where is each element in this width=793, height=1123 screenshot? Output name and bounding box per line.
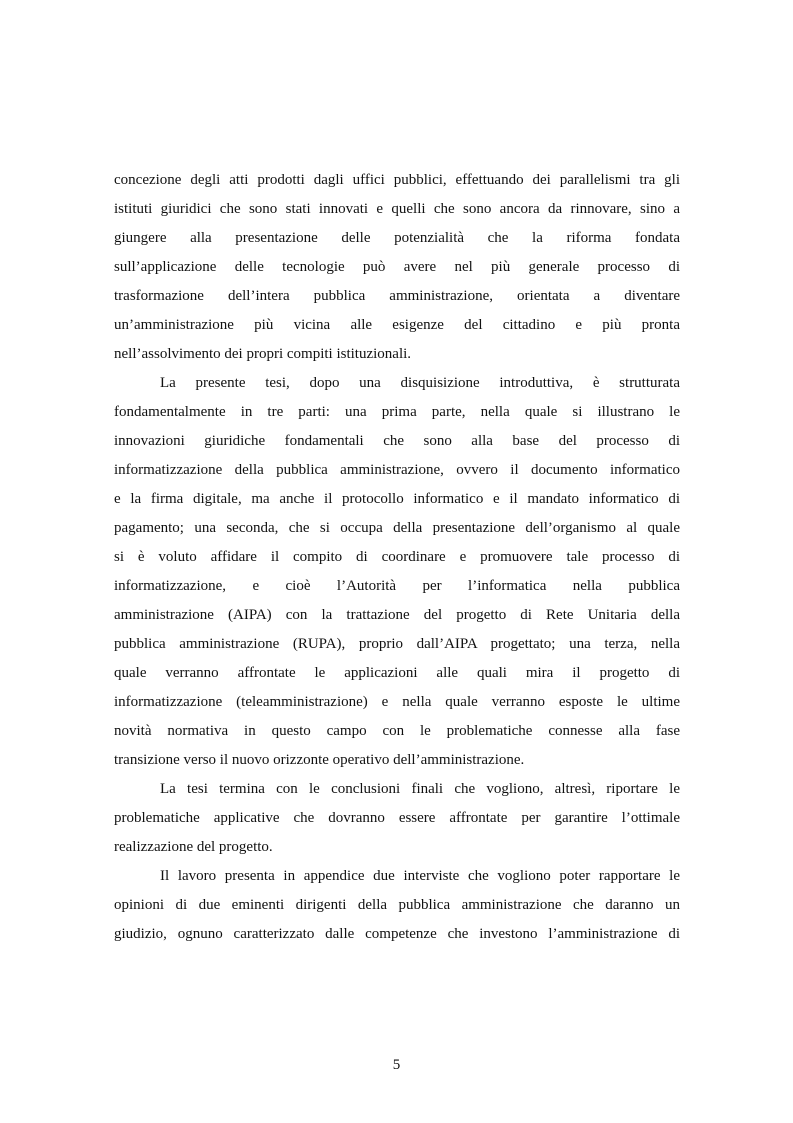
text-line: pagamento; una seconda, che si occupa della presentazione dell’organismo al quale [114, 520, 680, 536]
text-line: istituti giuridici che sono stati innovati e quelli che sono ancora da rinnovare, sino a [114, 201, 680, 217]
text-line: nell’assolvimento dei propri compiti istituzionali. [114, 346, 412, 362]
paragraph [114, 775, 680, 862]
text-line: si è voluto affidare il compito di coordinare e promuovere tale processo di [114, 549, 680, 565]
text-line: realizzazione del progetto. [114, 839, 273, 855]
text-line: novità normativa in questo campo con le problematiche connesse alla fase [114, 723, 680, 739]
text-line: concezione degli atti prodotti dagli uffici pubblici, effettuando dei parallelismi tra gli [114, 172, 680, 188]
paragraph [114, 369, 680, 775]
text-line: sull’applicazione delle tecnologie può avere nel più generale processo di [114, 259, 680, 275]
text-line: La tesi termina con le conclusioni finali che vogliono, altresì, riportare le [160, 781, 680, 797]
paragraph [114, 862, 680, 949]
text-line: opinioni di due eminenti dirigenti della pubblica amministrazione che daranno un [114, 897, 680, 913]
text-line: fondamentalmente in tre parti: una prima parte, nella quale si illustrano le [114, 404, 680, 420]
text-line: Il lavoro presenta in appendice due interviste che vogliono poter rapportare le [160, 868, 680, 884]
text-line: problematiche applicative che dovranno essere affrontate per garantire l’ottimale [114, 810, 680, 826]
text-line: informatizzazione, e cioè l’Autorità per l’informatica nella pubblica [114, 578, 680, 594]
text-line: La presente tesi, dopo una disquisizione introduttiva, è strutturata [160, 375, 680, 391]
page-body [114, 166, 680, 949]
text-line: pubblica amministrazione (RUPA), proprio dall’AIPA progettato; una terza, nella [114, 636, 680, 652]
text-line: e la firma digitale, ma anche il protocollo informatico e il mandato informatico di [114, 491, 680, 507]
text-line: giungere alla presentazione delle potenzialità che la riforma fondata [114, 230, 680, 246]
text-line: amministrazione (AIPA) con la trattazione del progetto di Rete Unitaria della [114, 607, 680, 623]
paragraph [114, 166, 680, 369]
text-line: trasformazione dell’intera pubblica amministrazione, orientata a diventare [114, 288, 680, 304]
text-line: informatizzazione (teleamministrazione) e nella quale verranno esposte le ultime [114, 694, 680, 710]
text-line: giudizio, ognuno caratterizzato dalle competenze che investono l’amministrazione di [114, 926, 680, 942]
text-line: informatizzazione della pubblica amministrazione, ovvero il documento informatico [114, 462, 680, 478]
page-number: 5 [392, 1057, 401, 1073]
text-line: innovazioni giuridiche fondamentali che sono alla base del processo di [114, 433, 680, 449]
text-line: quale verranno affrontate le applicazioni alle quali mira il progetto di [114, 665, 680, 681]
text-line: un’amministrazione più vicina alle esigenze del cittadino e più pronta [114, 317, 680, 333]
text-line: transizione verso il nuovo orizzonte operativo dell’amministrazione. [114, 752, 525, 768]
